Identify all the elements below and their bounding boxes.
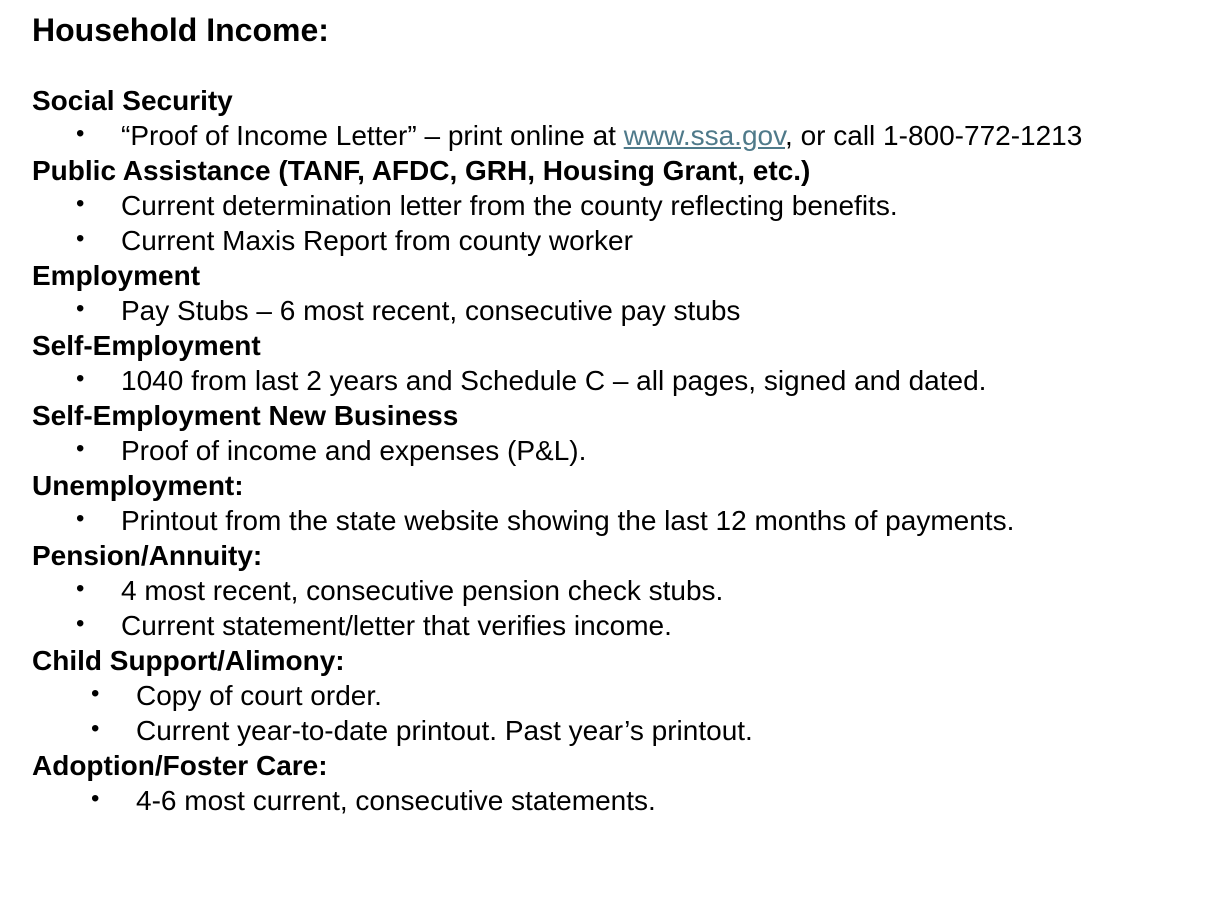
page-title: Household Income: <box>32 12 329 48</box>
list-item-text: Printout from the state website showing the last 12 months of payments. <box>121 505 1015 536</box>
list-item <box>32 223 1212 258</box>
bullet-icon: • <box>76 435 85 462</box>
bullet-icon: • <box>76 295 85 322</box>
section-heading-social-security: Social Security <box>32 85 233 116</box>
bullet-icon: • <box>76 225 85 252</box>
list-item <box>32 713 1212 748</box>
income-document <box>32 10 1212 818</box>
bullet-icon: • <box>91 715 100 742</box>
bullet-icon: • <box>76 120 85 147</box>
list-item-text <box>121 118 1082 153</box>
ssa-text-prefix: “Proof of Income Letter” – print online at <box>121 120 624 151</box>
list-item-text: 4 most recent, consecutive pension check stubs. <box>121 575 724 606</box>
bullet-icon: • <box>76 505 85 532</box>
list-item <box>32 608 1212 643</box>
section-heading-self-employment: Self-Employment <box>32 330 261 361</box>
list-item <box>32 503 1212 538</box>
bullet-icon: • <box>76 365 85 392</box>
section-heading-public-assistance: Public Assistance (TANF, AFDC, GRH, Housing Grant, etc.) <box>32 155 811 186</box>
list-item-text: Current statement/letter that verifies income. <box>121 610 672 641</box>
section-heading-adoption-foster-care: Adoption/Foster Care: <box>32 750 328 781</box>
section-heading-employment: Employment <box>32 260 201 291</box>
list-item <box>32 363 1212 398</box>
bullet-icon: • <box>76 575 85 602</box>
list-item <box>32 783 1212 818</box>
list-item <box>32 433 1212 468</box>
list-item-text: Current year-to-date printout. Past year’s printout. <box>136 715 753 746</box>
bullet-icon: • <box>76 610 85 637</box>
section-heading-child-support-alimony: Child Support/Alimony: <box>32 645 345 676</box>
list-item-text: Copy of court order. <box>136 680 382 711</box>
bullet-icon: • <box>91 785 100 812</box>
section-heading-unemployment: Unemployment: <box>32 470 244 501</box>
list-item <box>32 293 1212 328</box>
ssa-link[interactable]: www.ssa.gov <box>623 120 786 151</box>
section-heading-self-employment-new-business: Self-Employment New Business <box>32 400 459 431</box>
list-item <box>32 118 1212 153</box>
ssa-text-suffix: , or call 1-800-772-1213 <box>785 120 1083 151</box>
list-item-text: Proof of income and expenses (P&L). <box>121 435 587 466</box>
list-item <box>32 188 1212 223</box>
list-item <box>32 678 1212 713</box>
list-item-text: Current determination letter from the county reflecting benefits. <box>121 190 898 221</box>
list-item-text: 4-6 most current, consecutive statements. <box>136 785 656 816</box>
list-item <box>32 573 1212 608</box>
list-item-text: Current Maxis Report from county worker <box>121 225 633 256</box>
section-heading-pension-annuity: Pension/Annuity: <box>32 540 263 571</box>
list-item-text: 1040 from last 2 years and Schedule C – all pages, signed and dated. <box>121 365 987 396</box>
bullet-icon: • <box>91 680 100 707</box>
list-item-text: Pay Stubs – 6 most recent, consecutive pay stubs <box>121 295 741 326</box>
bullet-icon: • <box>76 190 85 217</box>
